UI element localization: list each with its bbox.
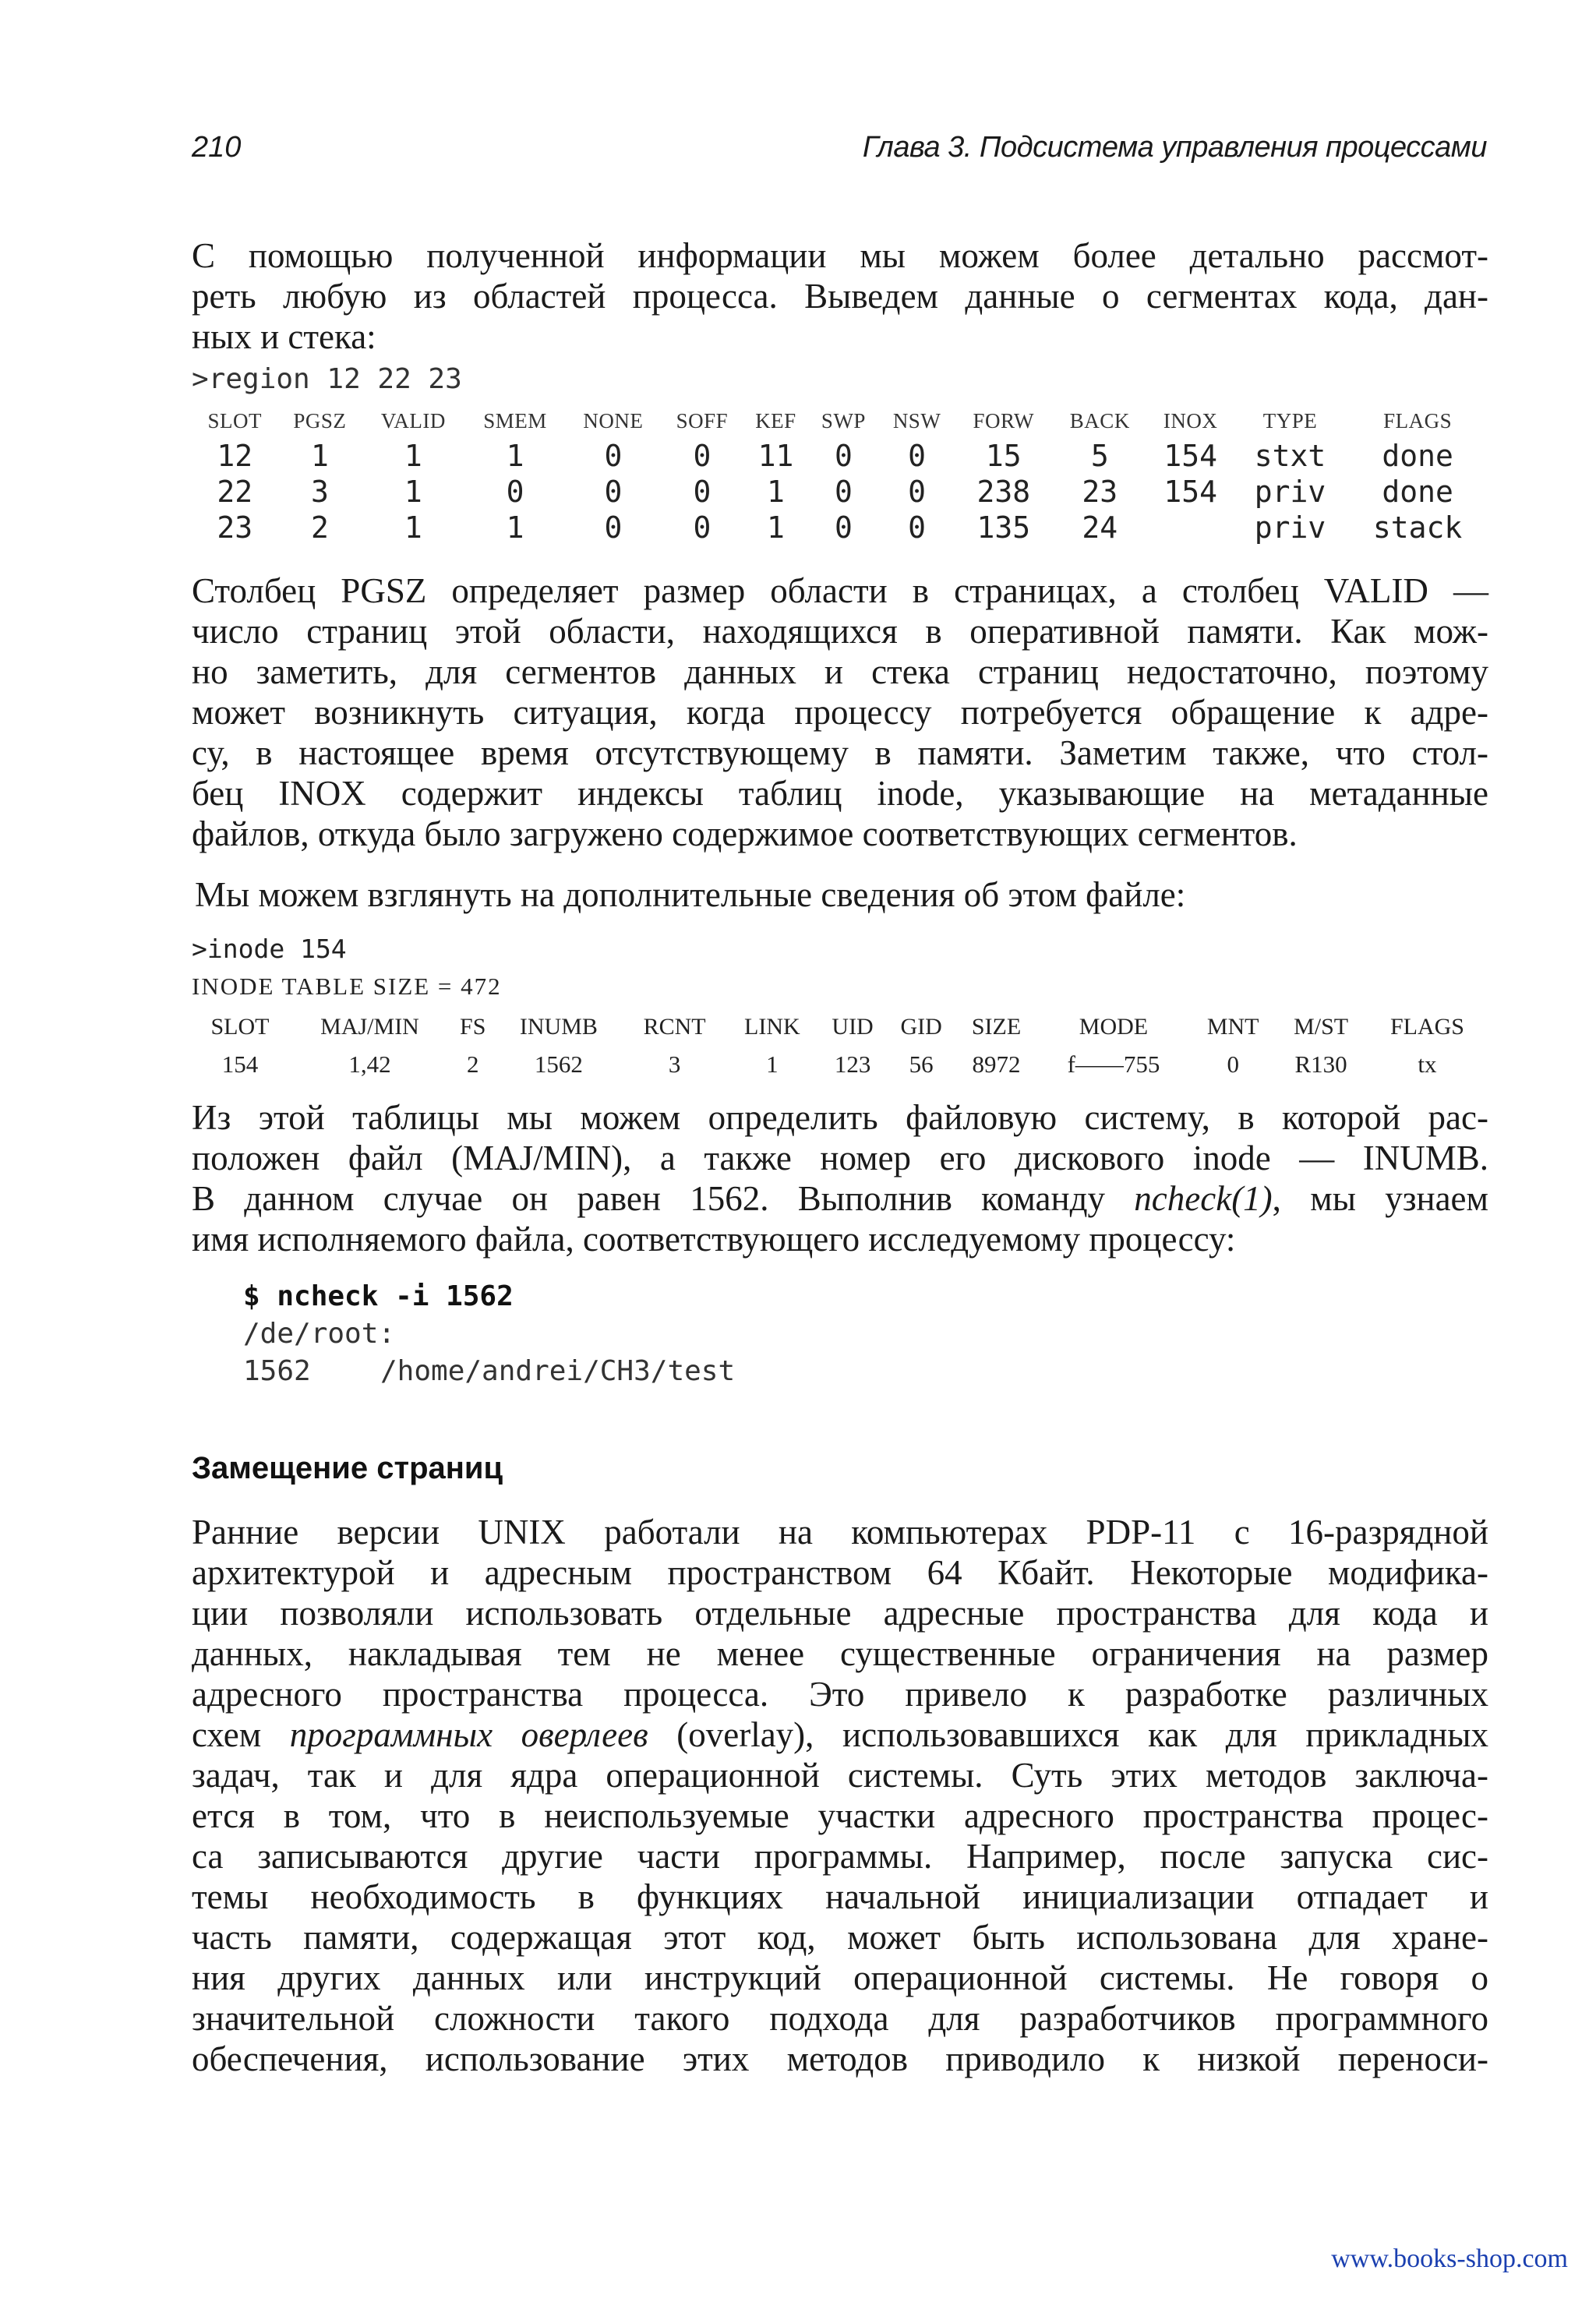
table-cell: 0 <box>506 475 524 509</box>
text-run: (overlay), использовавшихся как для прикладных <box>648 1715 1488 1754</box>
column-header: MODE <box>1079 1014 1149 1040</box>
text-line: архитектурой и адресным пространством 64 Кбайт. Некоторые модифика- <box>192 1553 1488 1592</box>
page-header <box>192 131 1487 171</box>
column-header: MAJ/MIN <box>320 1014 419 1040</box>
column-header: TYPE <box>1262 408 1318 433</box>
column-header: NONE <box>583 408 644 433</box>
command-reference: ncheck(1) <box>1134 1179 1273 1218</box>
text-run: схем <box>192 1715 290 1754</box>
region-command: >region 12 22 23 <box>192 363 462 395</box>
table-cell: 23 <box>1082 475 1118 509</box>
text-line: Мы можем взглянуть на дополнительные сведения об этом файле: <box>195 875 1186 914</box>
table-cell: 12 <box>217 439 253 473</box>
column-header: FLAGS <box>1389 1014 1464 1040</box>
region-table <box>192 404 1488 545</box>
inode-table-title: INODE TABLE SIZE = 472 <box>192 973 502 1000</box>
table-cell: 0 <box>908 475 927 509</box>
column-header: VALID <box>380 408 446 433</box>
table-cell: 56 <box>909 1050 934 1078</box>
table-cell: 1 <box>506 510 524 545</box>
table-cell: 22 <box>217 475 253 509</box>
table-cell: 24 <box>1082 510 1118 545</box>
paragraph-inode <box>192 1097 1488 1259</box>
table-row <box>192 474 1488 510</box>
text-run: В данном случае он равен 1562. Выполнив команду <box>192 1179 1135 1218</box>
table-cell: 0 <box>693 510 711 545</box>
text-line: ния других данных или инструкций операционной системы. Не говоря о <box>192 1958 1488 1997</box>
table-cell: 154 <box>1163 439 1217 473</box>
ncheck-path: /home/andrei/CH3/test <box>380 1355 736 1387</box>
table-cell: done <box>1382 475 1453 509</box>
text-line: са записываются другие части программы. Например, после запуска сис- <box>192 1837 1488 1876</box>
text-line: Из этой таблицы мы можем определить файловую систему, в которой рас- <box>192 1098 1488 1137</box>
text-line: Столбец PGSZ определяет размер области в страницах, а столбец VALID — <box>192 571 1488 610</box>
inode-table <box>192 1008 1488 1083</box>
table-cell: priv <box>1254 475 1326 509</box>
table-cell: priv <box>1254 510 1326 545</box>
table-cell: 0 <box>604 475 623 509</box>
column-header: SOFF <box>676 408 729 433</box>
column-header: SLOT <box>210 1014 270 1040</box>
table-cell: 0 <box>835 475 853 509</box>
table-cell: 0 <box>908 510 927 545</box>
column-header: FORW <box>973 408 1035 433</box>
column-header: SWP <box>821 408 866 433</box>
table-cell: 15 <box>985 439 1022 473</box>
table-cell: 1 <box>310 439 329 473</box>
table-cell: 1 <box>767 475 785 509</box>
column-header: SMEM <box>483 408 547 433</box>
text-line: часть памяти, содержащая этот код, может быть использована для хране- <box>192 1918 1488 1957</box>
table-cell: 135 <box>976 510 1031 545</box>
text-line: может возникнуть ситуация, когда процессу потребуется обращение к адре- <box>192 693 1488 732</box>
table-row <box>192 438 1488 474</box>
text-line: бец INOX содержит индексы таблиц inode, указывающие на метаданные <box>192 774 1488 813</box>
table-cell: 1 <box>766 1050 779 1078</box>
table-cell: 154 <box>1163 475 1217 509</box>
column-header: SIZE <box>971 1014 1022 1040</box>
text-line: су, в настоящее время отсутствующему в памяти. Заметим также, что стол- <box>192 733 1488 772</box>
column-header: INUMB <box>519 1014 598 1040</box>
term-emphasis: программных оверлеев <box>289 1715 648 1754</box>
paragraph-page-replacement <box>192 1512 1488 2079</box>
column-header: FS <box>460 1014 486 1040</box>
text-line: ных и стека: <box>192 317 376 356</box>
region-table-header <box>192 404 1488 438</box>
page-number: 210 <box>192 131 242 164</box>
table-cell: 11 <box>757 439 794 473</box>
table-cell: 154 <box>221 1050 259 1078</box>
section-heading: Замещение страниц <box>192 1451 503 1485</box>
table-cell: R130 <box>1294 1050 1347 1078</box>
table-cell: f——755 <box>1067 1050 1160 1078</box>
text-line: значительной сложности такого подхода для разработчиков программного <box>192 1999 1488 2038</box>
table-row <box>192 510 1488 545</box>
text-run: , мы узнаем <box>1272 1179 1488 1218</box>
table-cell: stxt <box>1254 439 1326 473</box>
text-line: но заметить, для сегментов данных и стека страниц недостаточно, поэтому <box>192 652 1488 691</box>
column-header: INOX <box>1163 408 1218 433</box>
table-cell: 0 <box>835 510 853 545</box>
table-cell: 0 <box>1227 1050 1239 1078</box>
table-cell: tx <box>1418 1050 1437 1078</box>
table-cell: 1 <box>767 510 785 545</box>
column-header: SLOT <box>207 408 262 433</box>
column-header: PGSZ <box>293 408 347 433</box>
text-line: ется в том, что в неиспользуемые участки адресного пространства процес- <box>192 1796 1488 1835</box>
table-cell: 1 <box>404 439 422 473</box>
table-cell: 2 <box>310 510 329 545</box>
table-cell: 23 <box>217 510 253 545</box>
paragraph-intro <box>192 235 1488 357</box>
text-line: задач, так и для ядра операционной системы. Суть этих методов заключа- <box>192 1756 1488 1795</box>
column-header: RCNT <box>643 1014 706 1040</box>
text-line: имя исполняемого файла, соответствующего исследуемому процессу: <box>192 1220 1236 1259</box>
table-cell: 0 <box>693 439 711 473</box>
ncheck-command: $ ncheck -i 1562 <box>243 1280 514 1312</box>
table-cell: 238 <box>976 475 1031 509</box>
ncheck-output <box>243 1278 735 1390</box>
table-cell: 0 <box>604 439 623 473</box>
paragraph-file-info <box>195 874 1492 915</box>
table-cell: 0 <box>604 510 623 545</box>
table-cell: 123 <box>834 1050 871 1078</box>
table-cell: 3 <box>668 1050 681 1078</box>
table-cell: 1,42 <box>348 1050 391 1078</box>
column-header: M/ST <box>1294 1014 1349 1040</box>
ncheck-inode: 1562 <box>243 1355 311 1387</box>
inode-command: >inode 154 <box>192 934 347 964</box>
table-cell: 1 <box>404 475 422 509</box>
column-header: KEF <box>755 408 796 433</box>
text-line: число страниц этой области, находящихся в оперативной памяти. Как мож- <box>192 612 1488 651</box>
table-cell: 1562 <box>534 1050 583 1078</box>
table-cell: 8972 <box>972 1050 1021 1078</box>
ncheck-result <box>243 1353 735 1390</box>
column-header: BACK <box>1069 408 1130 433</box>
paragraph-pgsz <box>192 570 1488 854</box>
table-cell <box>1147 510 1233 545</box>
table-cell: 1 <box>506 439 524 473</box>
table-cell: stack <box>1372 510 1463 545</box>
text-line: обеспечения, использование этих методов приводило к низкой переноси- <box>192 2039 1488 2078</box>
table-cell: 5 <box>1090 439 1109 473</box>
table-cell: 0 <box>835 439 853 473</box>
table-cell: 2 <box>466 1050 479 1078</box>
text-line: файлов, откуда было загружено содержимое соответствующих сегментов. <box>192 814 1298 853</box>
column-header: FLAGS <box>1383 408 1453 433</box>
text-line: данных, накладывая тем не менее существенные ограничения на размер <box>192 1634 1488 1673</box>
ncheck-device: /de/root: <box>243 1318 396 1350</box>
text-line: ции позволяли использовать отдельные адресные пространства для кода и <box>192 1594 1488 1633</box>
inode-table-header <box>192 1008 1488 1046</box>
text-line: Ранние версии UNIX работали на компьютерах PDP-11 с 16-разрядной <box>192 1513 1488 1552</box>
text-line: положен файл (MAJ/MIN), а также номер его дискового inode — INUMB. <box>192 1139 1488 1177</box>
text-line: адресного пространства процесса. Это привело к разработке различных <box>192 1675 1488 1714</box>
running-head: Глава 3. Подсистема управления процессами <box>862 131 1487 164</box>
table-cell: 3 <box>310 475 329 509</box>
table-cell: done <box>1382 439 1453 473</box>
column-header: NSW <box>892 408 941 433</box>
text-line: реть любую из областей процесса. Выведем данные о сегментах кода, дан- <box>192 277 1488 316</box>
table-cell: 0 <box>693 475 711 509</box>
text-line: С помощью полученной информации мы можем более детально рассмот- <box>192 236 1488 275</box>
text-line <box>192 1178 1488 1219</box>
table-row <box>192 1046 1488 1083</box>
table-cell: 0 <box>908 439 927 473</box>
text-line: темы необходимость в функциях начальной инициализации отпадает и <box>192 1877 1488 1916</box>
table-cell: 1 <box>404 510 422 545</box>
text-line <box>192 1714 1488 1755</box>
column-header: LINK <box>744 1014 800 1040</box>
column-header: MNT <box>1206 1014 1259 1040</box>
column-header: GID <box>900 1014 942 1040</box>
website-link[interactable]: www.books-shop.com <box>1331 2244 1568 2273</box>
column-header: UID <box>832 1014 874 1040</box>
